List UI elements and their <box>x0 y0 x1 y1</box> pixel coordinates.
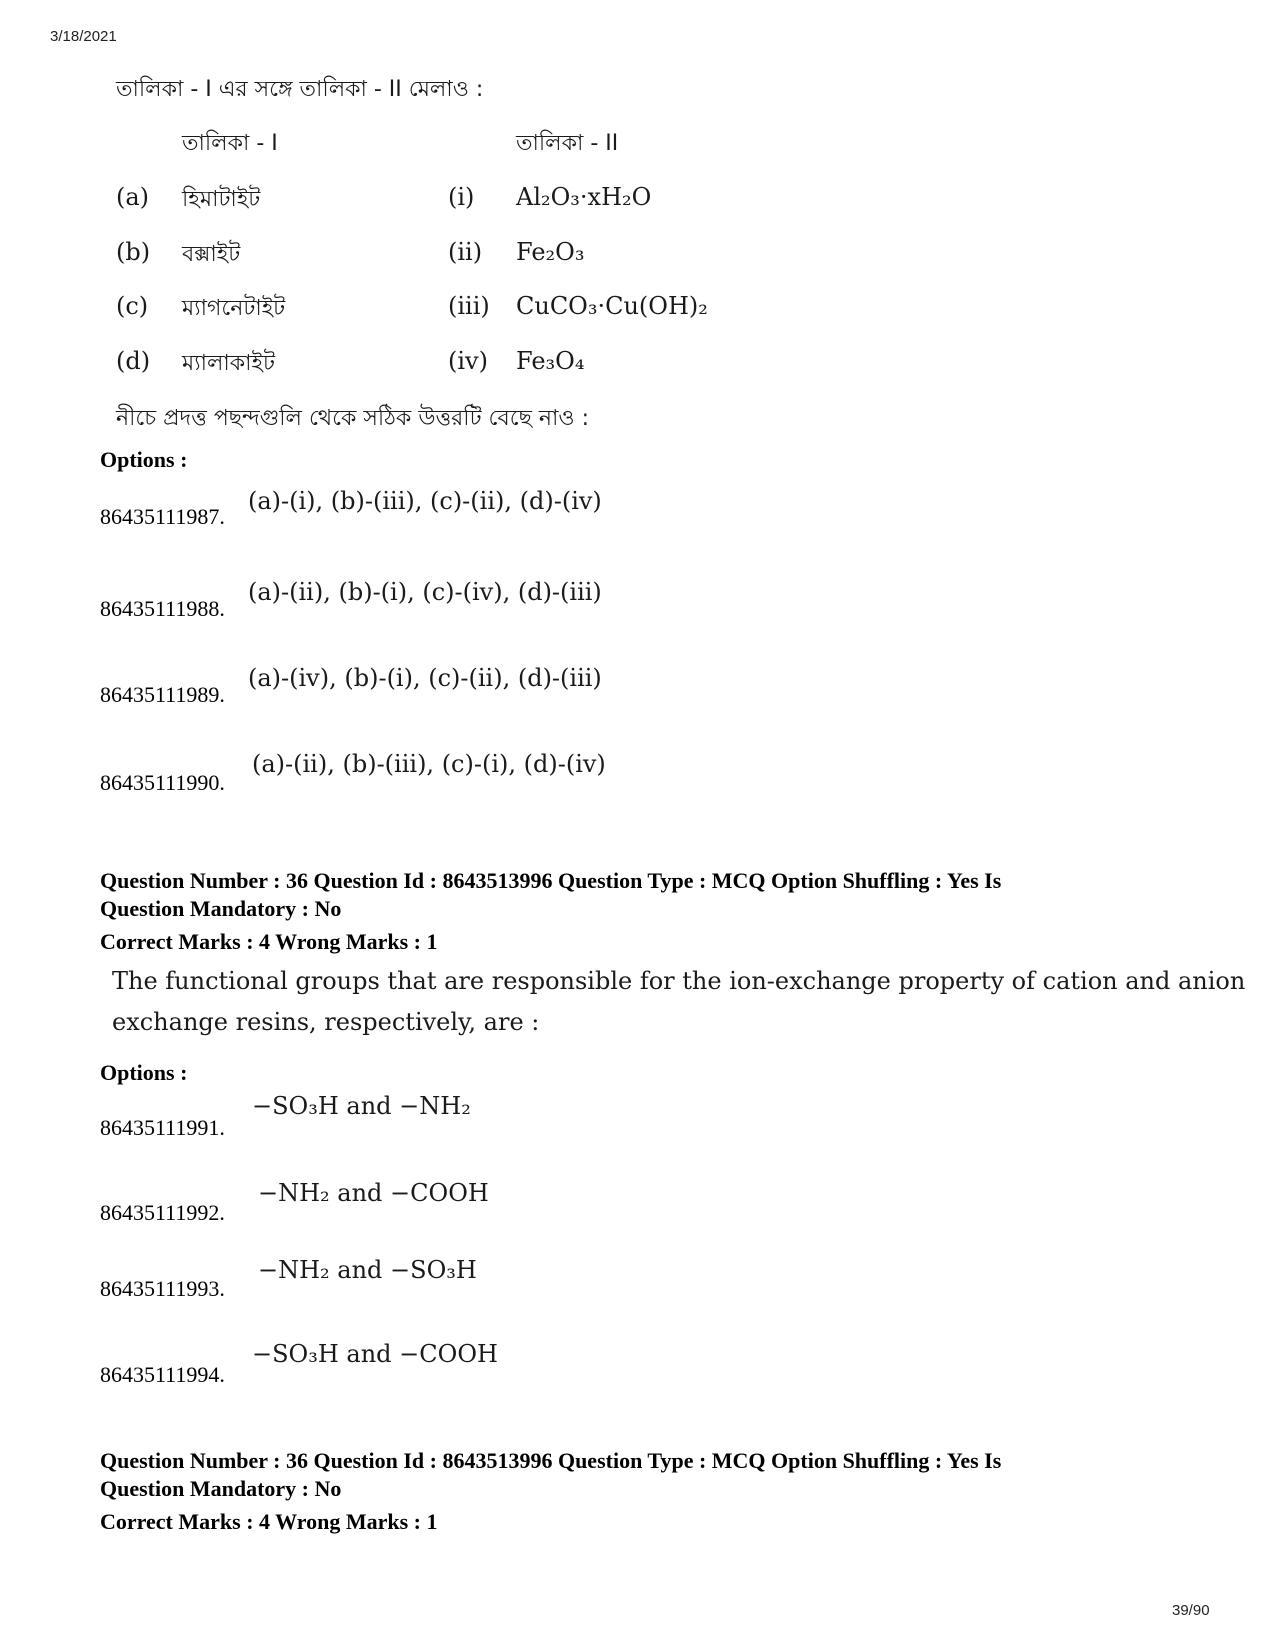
row-roman: (ii) <box>448 238 483 266</box>
question-meta: Question Number : 36 Question Id : 8643513996 Question Type : MCQ Option Shuffling : Yes Is <box>100 1448 1002 1473</box>
row-label: (c) <box>116 292 149 320</box>
question-text: The functional groups that are responsible for the ion-exchange property of cation and anion <box>112 967 1246 995</box>
mineral-name: ম্যাগনেটাইট <box>182 296 286 321</box>
option-number: 86435111987. <box>100 504 225 529</box>
option-number: 86435111989. <box>100 682 225 707</box>
formula: Al₂O₃·xH₂O <box>516 183 652 211</box>
row-roman: (i) <box>448 183 475 211</box>
formula: Fe₂O₃ <box>516 238 585 266</box>
page-number: 39/90 <box>1172 1602 1210 1619</box>
option-text[interactable]: −NH₂ and −SO₃H <box>258 1256 477 1284</box>
option-text[interactable]: (a)-(i), (b)-(iii), (c)-(ii), (d)-(iv) <box>248 487 602 515</box>
options-label: Options : <box>100 1060 188 1085</box>
formula: CuCO₃·Cu(OH)₂ <box>516 292 708 320</box>
list-2-header: তালিকা - II <box>516 131 619 156</box>
question-mandatory: Question Mandatory : No <box>100 896 342 921</box>
option-text[interactable]: (a)-(iv), (b)-(i), (c)-(ii), (d)-(iii) <box>248 664 602 692</box>
option-number: 86435111988. <box>100 596 225 621</box>
option-text[interactable]: −NH₂ and −COOH <box>258 1179 489 1207</box>
option-text[interactable]: (a)-(ii), (b)-(i), (c)-(iv), (d)-(iii) <box>248 578 602 606</box>
question-marks: Correct Marks : 4 Wrong Marks : 1 <box>100 1509 438 1534</box>
question-text: exchange resins, respectively, are : <box>112 1008 540 1036</box>
option-number: 86435111993. <box>100 1276 225 1301</box>
mineral-name: ম্যালাকাইট <box>182 351 275 376</box>
option-text[interactable]: −SO₃H and −NH₂ <box>252 1092 471 1120</box>
question-marks: Correct Marks : 4 Wrong Marks : 1 <box>100 929 438 954</box>
row-roman: (iv) <box>448 347 488 375</box>
row-label: (b) <box>116 238 151 266</box>
options-label: Options : <box>100 447 188 472</box>
option-number: 86435111994. <box>100 1362 225 1387</box>
row-label: (d) <box>116 347 151 375</box>
option-text[interactable]: (a)-(ii), (b)-(iii), (c)-(i), (d)-(iv) <box>252 750 606 778</box>
mineral-name: হিমাটাইট <box>182 187 261 212</box>
row-label: (a) <box>116 183 150 211</box>
option-text[interactable]: −SO₃H and −COOH <box>252 1340 498 1368</box>
row-roman: (iii) <box>448 292 490 320</box>
question-mandatory: Question Mandatory : No <box>100 1476 342 1501</box>
choose-prompt: নীচে প্রদত্ত পছন্দগুলি থেকে সঠিক উত্তরটি বেছে নাও : <box>116 406 590 431</box>
option-number: 86435111991. <box>100 1115 225 1140</box>
mineral-name: বক্সাইট <box>182 242 241 267</box>
print-date: 3/18/2021 <box>50 28 117 45</box>
option-number: 86435111992. <box>100 1200 225 1225</box>
match-instruction: তালিকা - I এর সঙ্গে তালিকা - II মেলাও : <box>116 77 484 102</box>
formula: Fe₃O₄ <box>516 347 585 375</box>
list-1-header: তালিকা - I <box>182 131 278 156</box>
option-number: 86435111990. <box>100 770 225 795</box>
question-meta: Question Number : 36 Question Id : 8643513996 Question Type : MCQ Option Shuffling : Yes Is <box>100 868 1002 893</box>
